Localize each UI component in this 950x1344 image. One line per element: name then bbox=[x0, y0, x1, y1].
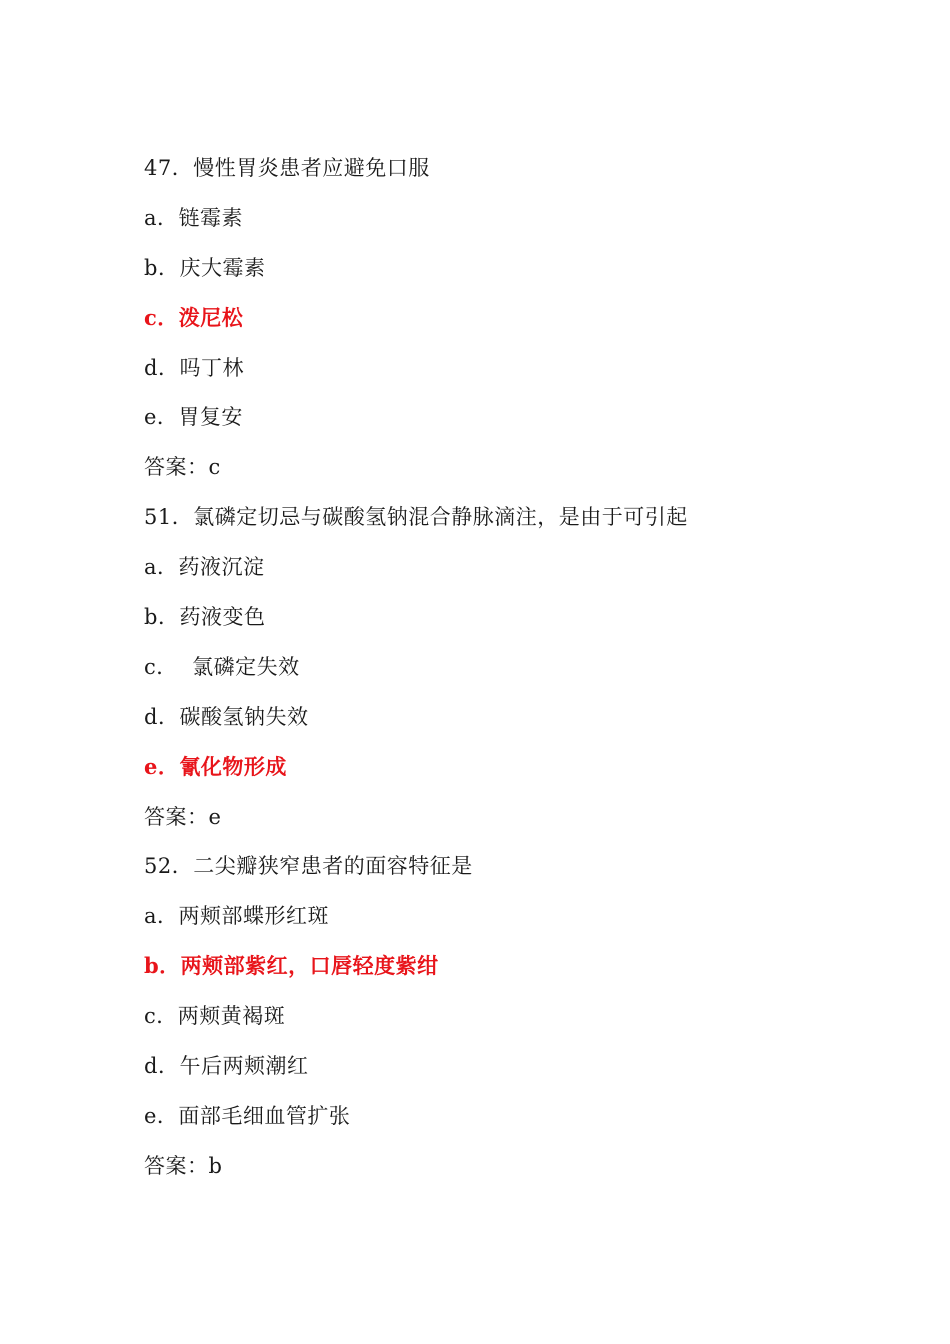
option-c: c． 氯磷定失效 bbox=[144, 654, 300, 679]
question-stem: 52．二尖瓣狭窄患者的面容特征是 bbox=[144, 854, 473, 879]
option-e: e．胃复安 bbox=[144, 405, 243, 430]
question-list bbox=[144, 150, 864, 1198]
option-e-correct: e．氰化物形成 bbox=[144, 753, 287, 779]
option-b: b．药液变色 bbox=[144, 605, 266, 630]
question-stem: 47．慢性胃炎患者应避免口服 bbox=[144, 156, 430, 180]
option-c: c．两颊黄褐斑 bbox=[144, 1004, 286, 1029]
option-d: d．碳酸氢钠失效 bbox=[144, 704, 309, 729]
answer-line: 答案：b bbox=[144, 1153, 223, 1178]
question-stem: 51．氯磷定切忌与碳酸氢钠混合静脉滴注，是由于可引起 bbox=[144, 505, 688, 530]
option-c-correct: c．泼尼松 bbox=[144, 304, 244, 330]
option-b: b．庆大霉素 bbox=[144, 255, 266, 280]
option-e: e．面部毛细血管扩张 bbox=[144, 1103, 351, 1128]
answer-line: 答案：e bbox=[144, 804, 222, 829]
option-a: a．药液沉淀 bbox=[144, 555, 265, 580]
option-b-correct: b．两颊部紫红，口唇轻度紫绀 bbox=[144, 953, 439, 979]
option-a: a．两颊部蝶形红斑 bbox=[144, 904, 330, 929]
answer-line: 答案：c bbox=[144, 455, 221, 480]
option-d: d．吗丁林 bbox=[144, 355, 244, 380]
option-d: d．午后两颊潮红 bbox=[144, 1054, 309, 1079]
option-a: a．链霉素 bbox=[144, 205, 244, 230]
